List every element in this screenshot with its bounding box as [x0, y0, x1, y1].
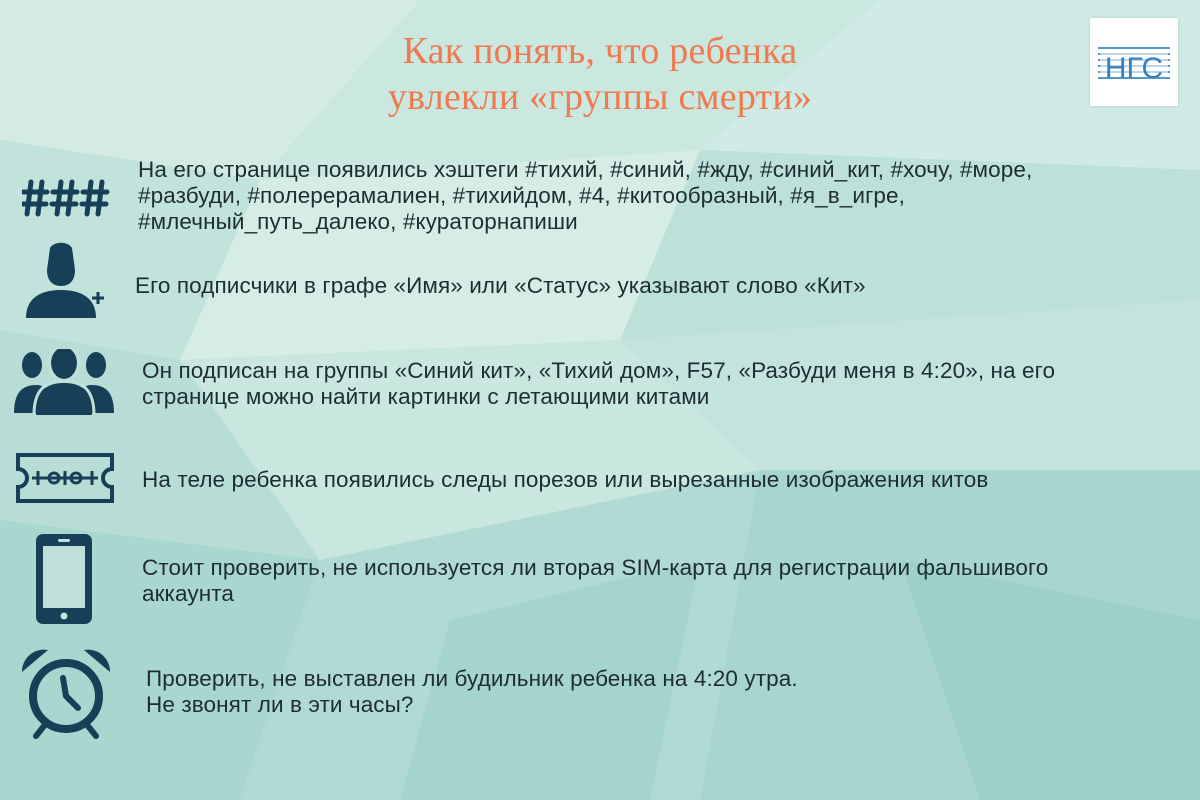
- item-line: Его подписчики в графе «Имя» или «Статус» указывают слово «Кит»: [135, 273, 866, 298]
- item-line: #разбуди, #полерерамалиен, #тихийдом, #4, #китообразный, #я_в_игре,: [138, 183, 905, 208]
- item-text: [142, 555, 1048, 607]
- logo-text: НГС: [1104, 52, 1164, 85]
- group-icon: [14, 349, 114, 420]
- item-line: #млечный_путь_далеко, #кураторнапиши: [138, 209, 578, 234]
- smartphone-icon: [34, 532, 94, 631]
- item-line: На теле ребенка появились следы порезов или вырезанные изображения китов: [142, 467, 989, 492]
- item-line: На его странице появились хэштеги #тихий, #синий, #жду, #синий_кит, #хочу, #море,: [138, 157, 1033, 182]
- ngs-logo: [1090, 18, 1178, 106]
- item-line: Стоит проверить, не используется ли вторая SIM-карта для регистрации фальшивого: [142, 555, 1049, 580]
- item-text: [146, 666, 798, 718]
- razor-blade-icon: [14, 451, 116, 510]
- item-text: [142, 358, 1055, 410]
- logo-mark: [1090, 18, 1178, 106]
- title-line-1: Как понять, что ребенка: [402, 30, 798, 72]
- item-line: Проверить, не выставлен ли будильник ребенка на 4:20 утра.: [146, 666, 798, 691]
- title-line-2: увлекли «группы смерти»: [387, 76, 813, 118]
- item-line: аккаунта: [142, 581, 234, 606]
- item-line: Не звонят ли в эти часы?: [146, 692, 414, 717]
- item-text: [135, 273, 866, 299]
- item-text: [142, 467, 988, 493]
- user-add-icon: [24, 240, 114, 325]
- item-text: [138, 157, 1032, 235]
- alarm-clock-icon: [18, 646, 114, 745]
- hashtag-icon: [22, 178, 112, 223]
- item-line: Он подписан на группы «Синий кит», «Тихий дом», F57, «Разбуди меня в 4:20», на его: [142, 358, 1056, 383]
- page-title: [300, 28, 900, 120]
- item-line: странице можно найти картинки с летающими китами: [142, 384, 710, 409]
